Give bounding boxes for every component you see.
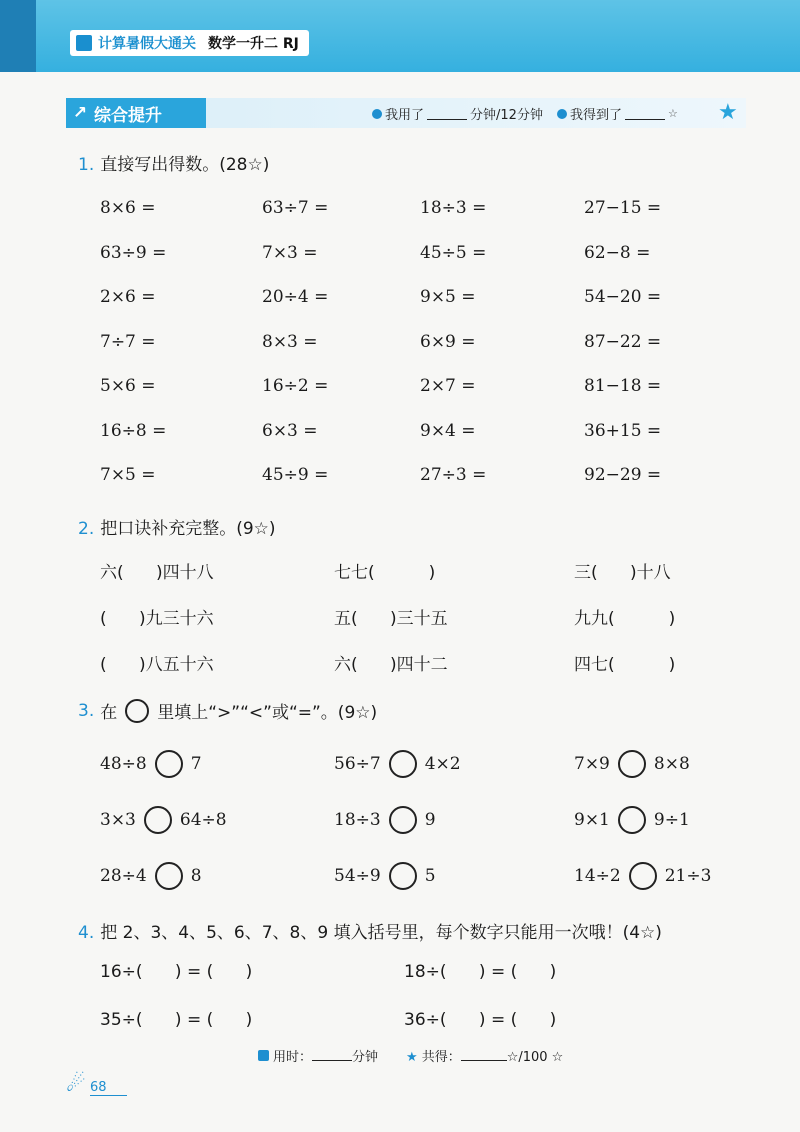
compare-item [100, 750, 202, 778]
q4-title: 4. 把 2、3、4、5、6、7、8、9 填入括号里，每个数字只能用一次哦！(4☆) [78, 923, 662, 943]
score-got: 我得到了 ☆ [557, 104, 678, 123]
star-icon: ★ [406, 1050, 418, 1065]
compare-left: 54÷9 [334, 866, 381, 886]
calc-item: 45÷5 = [420, 242, 487, 263]
answer-circle[interactable] [389, 806, 417, 834]
multiplication-rhyme-item: 四七( ) [574, 655, 676, 675]
calc-item: 9×4 = [420, 420, 476, 441]
compare-item [574, 862, 711, 890]
compare-right: 9 [424, 810, 436, 830]
compare-right: 8 [190, 866, 202, 886]
q1-title: 1. 直接写出得数。(28☆) [78, 155, 270, 175]
calc-item: 63÷7 = [262, 198, 329, 218]
section-title-text: 综合提升 [94, 105, 162, 126]
fill-blank-item: 36÷( ) = ( ) [404, 1010, 557, 1030]
calc-item: 45÷9 = [262, 465, 329, 485]
compare-left: 18÷3 [334, 810, 381, 830]
compare-item [334, 806, 436, 834]
page-number: 68 [90, 1080, 127, 1096]
multiplication-rhyme-item: 七七( ) [334, 563, 436, 583]
compare-item [334, 862, 436, 890]
multiplication-rhyme-item: 五( )三十五 [334, 609, 448, 629]
compare-right: 4×2 [424, 754, 461, 774]
compare-right: 5 [424, 866, 436, 886]
compare-right: 7 [190, 754, 202, 774]
compare-right: 9÷1 [653, 810, 690, 830]
compare-left: 14÷2 [574, 866, 621, 886]
calc-item: 62−8 = [584, 242, 651, 263]
clock-icon [258, 1050, 269, 1061]
calc-item: 16÷2 = [262, 376, 329, 396]
calc-item: 92−29 = [584, 465, 662, 485]
answer-circle[interactable] [155, 862, 183, 890]
answer-circle[interactable] [144, 806, 172, 834]
compare-item [574, 806, 690, 834]
book-icon [76, 35, 92, 51]
footer-time: 用时： 分钟 [258, 1046, 378, 1065]
compare-right: 21÷3 [664, 866, 712, 886]
q2-title: 2. 把口诀补充完整。(9☆) [78, 519, 276, 539]
calc-item: 16÷8 = [100, 420, 167, 441]
calc-item: 5×6 = [100, 376, 156, 396]
answer-circle[interactable] [618, 750, 646, 778]
swirl-decoration-icon: ☄ [66, 1072, 86, 1097]
banner-edge [0, 0, 36, 72]
answer-circle[interactable] [389, 862, 417, 890]
calc-item: 18÷3 = [420, 198, 487, 218]
time-used: 我用了 分钟/12分钟 [372, 104, 543, 123]
compare-left: 48÷8 [100, 754, 147, 774]
series-subject: 数学一升二 RJ [208, 36, 299, 52]
compare-item [100, 806, 227, 834]
calc-item: 36+15 = [584, 420, 662, 441]
compare-left: 28÷4 [100, 866, 147, 886]
compare-left: 3×3 [100, 810, 136, 830]
calc-item: 87−22 = [584, 331, 662, 352]
calc-item: 27÷3 = [420, 465, 487, 485]
answer-circle[interactable] [155, 750, 183, 778]
fill-blank-item: 16÷( ) = ( ) [100, 962, 253, 982]
calc-item: 6×9 = [420, 331, 476, 352]
footer [258, 1046, 563, 1065]
section-meta [372, 104, 678, 123]
multiplication-rhyme-item: 三( )十八 [574, 563, 671, 583]
calc-item: 20÷4 = [262, 287, 329, 307]
calc-item: 6×3 = [262, 420, 318, 441]
calc-item: 8×6 = [100, 198, 156, 218]
time-blank [427, 107, 467, 120]
star-decoration-icon: ★ [718, 100, 738, 125]
fill-blank-item: 35÷( ) = ( ) [100, 1010, 253, 1030]
calc-item: 9×5 = [420, 287, 476, 307]
compare-left: 9×1 [574, 810, 610, 830]
multiplication-rhyme-item: ( )八五十六 [100, 655, 214, 675]
series-name: 计算暑假大通关 [98, 36, 196, 52]
score-blank [625, 107, 665, 120]
calc-item: 63÷9 = [100, 242, 167, 263]
multiplication-rhyme-item: 六( )四十二 [334, 655, 448, 675]
compare-item [334, 750, 461, 778]
calc-item: 7÷7 = [100, 331, 156, 352]
answer-circle[interactable] [629, 862, 657, 890]
trend-up-icon: ↗ [72, 103, 88, 123]
section-title [66, 98, 206, 128]
circle-icon [125, 699, 149, 723]
calc-item: 2×7 = [420, 376, 476, 396]
compare-item [574, 750, 690, 778]
q3-title: 3. 在 里填上“>”“<”或“=”。(9☆) [78, 700, 378, 723]
compare-right: 64÷8 [179, 810, 227, 830]
calc-item: 7×5 = [100, 465, 156, 485]
compare-left: 7×9 [574, 754, 610, 774]
answer-circle[interactable] [618, 806, 646, 834]
multiplication-rhyme-item: ( )九三十六 [100, 609, 214, 629]
calc-item: 27−15 = [584, 198, 662, 218]
fill-blank-item: 18÷( ) = ( ) [404, 962, 557, 982]
series-tag [70, 30, 309, 56]
footer-total: ★ 共得： ☆/100 ☆ [406, 1050, 564, 1065]
multiplication-rhyme-item: 九九( ) [574, 609, 676, 629]
compare-right: 8×8 [653, 754, 690, 774]
clock-icon [372, 109, 382, 119]
calc-item: 7×3 = [262, 242, 318, 263]
calc-item: 2×6 = [100, 287, 156, 307]
check-icon [557, 109, 567, 119]
calc-item: 54−20 = [584, 287, 662, 307]
answer-circle[interactable] [389, 750, 417, 778]
compare-item [100, 862, 202, 890]
multiplication-rhyme-item: 六( )四十八 [100, 563, 214, 583]
compare-left: 56÷7 [334, 754, 381, 774]
calc-item: 81−18 = [584, 376, 662, 396]
calc-item: 8×3 = [262, 331, 318, 352]
